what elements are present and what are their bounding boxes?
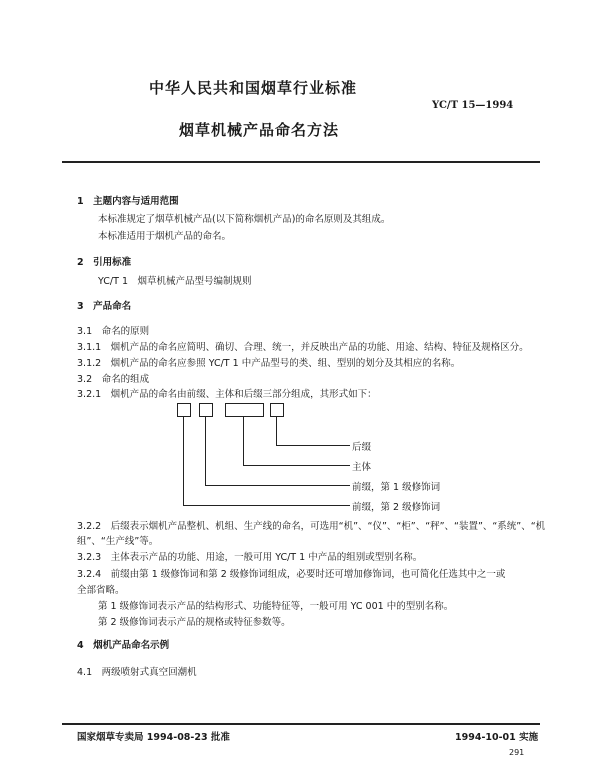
standard-body-title: 中华人民共和国烟草行业标准 (149, 79, 358, 97)
prefix1-box (199, 403, 213, 417)
main-connector-vertical (243, 416, 244, 466)
section-3-heading: 3 产品命名 (77, 301, 132, 312)
prefix1-connector-horizontal (205, 485, 350, 486)
section-4-heading: 4 烟机产品命名示例 (77, 640, 170, 651)
prefix2-connector-horizontal (183, 505, 350, 506)
main-box (225, 403, 264, 417)
approval-info: 国家烟草专卖局 1994-08-23 批准 (77, 732, 230, 743)
diagram-label-prefix1: 前缀，第 1 级修饰词 (352, 482, 441, 493)
reference-standard: YC/T 1 烟草机械产品型号编制规则 (98, 276, 252, 287)
clause-3-1-1: 3.1.1 烟机产品的命名应简明、确切、合理、统一，并反映出产品的功能、用途、结构、特征及规格区分。 (77, 342, 529, 353)
section-1-paragraph-1: 本标准规定了烟草机械产品(以下简称烟机产品)的命名原则及其组成。 (98, 214, 391, 225)
diagram-label-prefix2: 前缀，第 2 级修饰词 (352, 502, 441, 513)
prefix2-box (177, 403, 191, 417)
document-title: 烟草机械产品命名方法 (179, 121, 340, 139)
prefix2-connector-vertical (183, 416, 184, 506)
clause-3-2-1: 3.2.1 烟机产品的命名由前缀、主体和后缀三部分组成，其形式如下： (77, 389, 377, 400)
diagram-label-main: 主体 (352, 462, 372, 473)
main-connector-horizontal (243, 465, 350, 466)
clause-3-1-2: 3.1.2 烟机产品的命名应参照 YC/T 1 中产品型号的类、组、型别的划分及其相应的名称。 (77, 358, 461, 369)
standard-code: YC/T 15—1994 (432, 100, 514, 111)
suffix-connector-horizontal (276, 445, 350, 446)
clause-3-2: 3.2 命名的组成 (77, 374, 150, 385)
section-2-heading: 2 引用标准 (77, 257, 132, 268)
clause-3-2-4-paragraph-2: 第 2 级修饰词表示产品的规格或特征参数等。 (98, 617, 291, 628)
clause-3-2-2-line-1: 3.2.2 后缀表示烟机产品整机、机组、生产线的命名，可选用“机”、“仪”、“柜”、“秤”、“装置”、“系统”、“机 (77, 521, 546, 532)
clause-3-2-4-paragraph-1: 第 1 级修饰词表示产品的结构形式、功能特征等，一般可用 YC 001 中的型别名称。 (98, 601, 454, 612)
suffix-connector-vertical (276, 416, 277, 446)
clause-3-1: 3.1 命名的原则 (77, 326, 150, 337)
clause-3-2-4-line-2: 全部省略。 (77, 585, 125, 596)
clause-3-2-4-line-1: 3.2.4 前缀由第 1 级修饰词和第 2 级修饰词组成，必要时还可增加修饰词，也可简化任选其中之一或 (77, 569, 506, 580)
prefix1-connector-vertical (205, 416, 206, 486)
implementation-date: 1994-10-01 实施 (455, 732, 539, 743)
clause-4-1: 4.1 两级喷射式真空回潮机 (77, 667, 197, 678)
clause-3-2-2-line-2: 组”、“生产线”等。 (77, 536, 159, 547)
page-number: 291 (509, 748, 525, 757)
section-1-heading: 1 主题内容与适用范围 (77, 196, 179, 207)
diagram-label-suffix: 后缀 (352, 442, 372, 453)
footer-divider (62, 723, 540, 725)
section-1-paragraph-2: 本标准适用于烟机产品的命名。 (98, 231, 232, 242)
header-divider (62, 161, 540, 163)
clause-3-2-3: 3.2.3 主体表示产品的功能、用途，一般可用 YC/T 1 中产品的组别或型别名称。 (77, 552, 423, 563)
suffix-box (270, 403, 284, 417)
